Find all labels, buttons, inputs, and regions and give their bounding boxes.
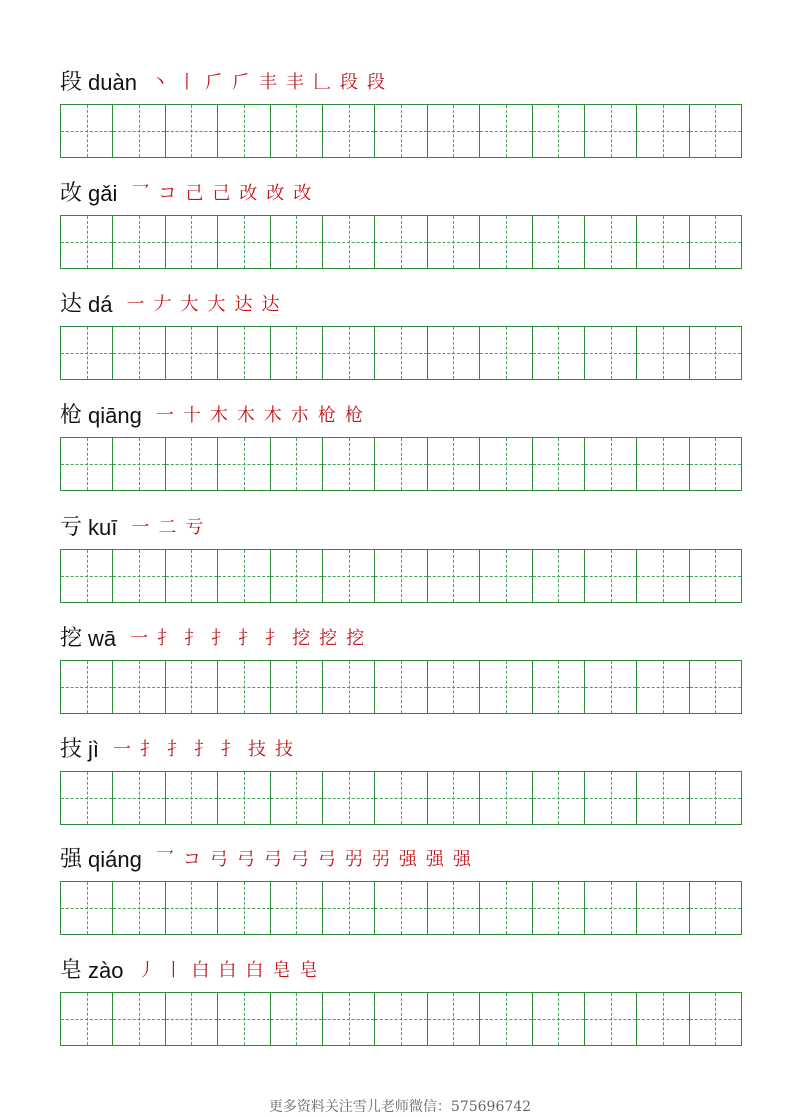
stroke-step: 丿: [137, 960, 156, 981]
grid-cell[interactable]: [585, 105, 637, 157]
grid-cell[interactable]: [690, 661, 741, 713]
grid-cell[interactable]: [166, 438, 218, 490]
stroke-step: 弓: [209, 849, 228, 870]
stroke-step: 𠂆: [204, 72, 223, 93]
stroke-step: 𠂆: [231, 72, 250, 93]
grid-cell[interactable]: [585, 438, 637, 490]
grid-cell[interactable]: [271, 661, 323, 713]
grid-cell[interactable]: [533, 882, 585, 934]
grid-cell[interactable]: [323, 661, 375, 713]
grid-cell[interactable]: [218, 438, 270, 490]
grid-cell[interactable]: [61, 882, 113, 934]
pinyin-label: jì: [88, 737, 100, 762]
stroke-step: 大: [207, 294, 226, 315]
stroke-step: 达: [234, 294, 253, 315]
grid-cell[interactable]: [637, 216, 689, 268]
stroke-step: 一: [155, 405, 174, 426]
grid-cell[interactable]: [637, 882, 689, 934]
stroke-step: 𠂇: [153, 294, 172, 315]
grid-cell[interactable]: [375, 327, 427, 379]
grid-cell[interactable]: [428, 216, 480, 268]
grid-cell[interactable]: [375, 550, 427, 602]
grid-cell[interactable]: [61, 993, 113, 1045]
stroke-step: 强: [452, 849, 471, 870]
pinyin-label: kuī: [88, 515, 118, 540]
pinyin-label: dá: [88, 292, 113, 317]
grid-cell[interactable]: [690, 993, 741, 1045]
stroke-step: 扌: [211, 628, 230, 649]
grid-cell[interactable]: [690, 882, 741, 934]
grid-cell[interactable]: [375, 993, 427, 1045]
stroke-step: 皂: [299, 960, 318, 981]
entry-header: [60, 508, 212, 548]
stroke-step: 一: [131, 517, 150, 538]
entry-header: [60, 619, 373, 659]
stroke-step: 弓: [317, 849, 336, 870]
stroke-step: 扌: [221, 739, 240, 760]
grid-cell[interactable]: [533, 550, 585, 602]
stroke-step: 丰: [258, 72, 277, 93]
stroke-step: 枪: [344, 405, 363, 426]
grid-cell[interactable]: [113, 327, 165, 379]
grid-cell[interactable]: [533, 105, 585, 157]
stroke-order-sequence: [130, 630, 373, 648]
grid-cell[interactable]: [218, 216, 270, 268]
stroke-order-sequence: [131, 519, 212, 537]
stroke-step: 弓: [290, 849, 309, 870]
stroke-step: 皂: [272, 960, 291, 981]
stroke-step: 技: [275, 739, 294, 760]
grid-cell[interactable]: [61, 772, 113, 824]
grid-cell[interactable]: [323, 993, 375, 1045]
entry-header: [60, 951, 327, 991]
stroke-order-sequence: [113, 741, 302, 759]
stroke-step: 己: [212, 183, 231, 204]
grid-cell[interactable]: [533, 438, 585, 490]
grid-cell[interactable]: [585, 993, 637, 1045]
grid-cell[interactable]: [113, 438, 165, 490]
stroke-step: 丰: [285, 72, 304, 93]
grid-cell[interactable]: [218, 550, 270, 602]
stroke-step: 乛: [131, 183, 150, 204]
stroke-step: 弜: [371, 849, 390, 870]
stroke-step: 扌: [238, 628, 257, 649]
grid-cell[interactable]: [323, 882, 375, 934]
hanzi-character: 枪: [60, 403, 83, 428]
entry-header: [60, 840, 480, 880]
grid-cell[interactable]: [113, 882, 165, 934]
grid-cell[interactable]: [428, 993, 480, 1045]
grid-cell[interactable]: [637, 438, 689, 490]
footer-note: 更多资料关注雪儿老师微信：575696742: [268, 1099, 532, 1115]
grid-cell[interactable]: [428, 772, 480, 824]
grid-cell[interactable]: [480, 105, 532, 157]
entry-header: [60, 396, 372, 436]
grid-cell[interactable]: [375, 216, 427, 268]
stroke-step: 白: [218, 960, 237, 981]
stroke-step: 弓: [263, 849, 282, 870]
stroke-step: 扌: [184, 628, 203, 649]
stroke-order-sequence: [131, 185, 320, 203]
grid-cell[interactable]: [166, 550, 218, 602]
stroke-step: 弓: [236, 849, 255, 870]
stroke-step: 挖: [319, 628, 338, 649]
stroke-step: 技: [248, 739, 267, 760]
grid-cell[interactable]: [637, 661, 689, 713]
grid-cell[interactable]: [323, 550, 375, 602]
grid-cell[interactable]: [375, 105, 427, 157]
hanzi-character: 改: [60, 181, 83, 206]
grid-cell[interactable]: [637, 327, 689, 379]
grid-cell[interactable]: [271, 993, 323, 1045]
grid-cell[interactable]: [218, 993, 270, 1045]
grid-cell[interactable]: [480, 882, 532, 934]
grid-cell[interactable]: [323, 438, 375, 490]
grid-cell[interactable]: [428, 661, 480, 713]
stroke-step: 一: [113, 739, 132, 760]
grid-cell[interactable]: [533, 327, 585, 379]
pinyin-label: wā: [88, 626, 117, 651]
entry-header: [60, 285, 289, 325]
grid-cell[interactable]: [480, 550, 532, 602]
grid-cell[interactable]: [61, 105, 113, 157]
grid-cell[interactable]: [585, 327, 637, 379]
stroke-step: 段: [339, 72, 358, 93]
grid-cell[interactable]: [323, 105, 375, 157]
stroke-step: 木: [263, 405, 282, 426]
grid-cell[interactable]: [637, 993, 689, 1045]
grid-cell[interactable]: [690, 105, 741, 157]
entry-header: [60, 730, 302, 770]
grid-cell[interactable]: [166, 993, 218, 1045]
stroke-step: 枪: [317, 405, 336, 426]
grid-cell[interactable]: [113, 216, 165, 268]
grid-cell[interactable]: [323, 327, 375, 379]
stroke-step: 扌: [265, 628, 284, 649]
grid-cell[interactable]: [375, 772, 427, 824]
grid-cell[interactable]: [585, 216, 637, 268]
grid-cell[interactable]: [690, 216, 741, 268]
pinyin-label: duàn: [88, 70, 137, 95]
hanzi-character: 段: [60, 70, 83, 95]
grid-cell[interactable]: [375, 882, 427, 934]
entry-header: [60, 174, 320, 214]
grid-cell[interactable]: [271, 882, 323, 934]
writing-grid: [60, 104, 742, 158]
stroke-step: 扌: [140, 739, 159, 760]
grid-cell[interactable]: [271, 550, 323, 602]
grid-cell[interactable]: [690, 327, 741, 379]
grid-cell[interactable]: [637, 550, 689, 602]
grid-cell[interactable]: [428, 105, 480, 157]
stroke-step: 𠃊: [312, 72, 331, 93]
stroke-step: 改: [293, 183, 312, 204]
grid-cell[interactable]: [271, 105, 323, 157]
grid-cell[interactable]: [271, 438, 323, 490]
stroke-order-sequence: [156, 407, 372, 425]
writing-grid: [60, 881, 742, 935]
stroke-step: 扌: [167, 739, 186, 760]
hanzi-character: 达: [60, 292, 83, 317]
grid-cell[interactable]: [218, 327, 270, 379]
grid-cell[interactable]: [113, 661, 165, 713]
grid-cell[interactable]: [480, 438, 532, 490]
stroke-step: 扌: [194, 739, 213, 760]
grid-cell[interactable]: [428, 327, 480, 379]
stroke-step: 木: [236, 405, 255, 426]
stroke-step: 强: [398, 849, 417, 870]
stroke-step: 改: [239, 183, 258, 204]
grid-cell[interactable]: [585, 550, 637, 602]
grid-cell[interactable]: [375, 661, 427, 713]
stroke-step: 扌: [157, 628, 176, 649]
grid-cell[interactable]: [323, 216, 375, 268]
stroke-step: 丶: [150, 72, 169, 93]
stroke-step: 段: [366, 72, 385, 93]
hanzi-character: 挖: [60, 626, 83, 651]
stroke-step: 十: [182, 405, 201, 426]
writing-grid: [60, 549, 742, 603]
grid-cell[interactable]: [480, 993, 532, 1045]
stroke-step: 朩: [290, 405, 309, 426]
stroke-step: 木: [209, 405, 228, 426]
grid-cell[interactable]: [585, 661, 637, 713]
writing-grid: [60, 660, 742, 714]
grid-cell[interactable]: [113, 105, 165, 157]
grid-cell[interactable]: [690, 438, 741, 490]
grid-cell[interactable]: [637, 772, 689, 824]
grid-cell[interactable]: [166, 216, 218, 268]
grid-cell[interactable]: [61, 661, 113, 713]
grid-cell[interactable]: [585, 882, 637, 934]
writing-grid: [60, 771, 742, 825]
stroke-step: 丨: [177, 72, 196, 93]
stroke-order-sequence: [138, 962, 327, 980]
writing-grid: [60, 992, 742, 1046]
grid-cell[interactable]: [166, 327, 218, 379]
stroke-step: 白: [245, 960, 264, 981]
grid-cell[interactable]: [218, 882, 270, 934]
pinyin-label: gǎi: [88, 181, 118, 206]
grid-cell[interactable]: [428, 550, 480, 602]
grid-cell[interactable]: [690, 772, 741, 824]
grid-cell[interactable]: [61, 216, 113, 268]
stroke-step: 亏: [185, 517, 204, 538]
stroke-step: 大: [180, 294, 199, 315]
grid-cell[interactable]: [271, 216, 323, 268]
grid-cell[interactable]: [113, 772, 165, 824]
stroke-step: 改: [266, 183, 285, 204]
stroke-step: 丨: [164, 960, 183, 981]
grid-cell[interactable]: [533, 993, 585, 1045]
entry-header: [60, 63, 394, 103]
grid-cell[interactable]: [533, 661, 585, 713]
stroke-step: 一: [126, 294, 145, 315]
stroke-step: 乛: [155, 849, 174, 870]
grid-cell[interactable]: [428, 438, 480, 490]
hanzi-character: 皂: [60, 958, 83, 983]
pinyin-label: qiáng: [88, 847, 142, 872]
stroke-step: 弜: [344, 849, 363, 870]
grid-cell[interactable]: [218, 661, 270, 713]
stroke-step: 白: [191, 960, 210, 981]
stroke-step: 强: [425, 849, 444, 870]
grid-cell[interactable]: [61, 550, 113, 602]
grid-cell[interactable]: [480, 772, 532, 824]
grid-cell[interactable]: [480, 216, 532, 268]
pinyin-label: zào: [88, 958, 124, 983]
grid-cell[interactable]: [533, 216, 585, 268]
stroke-step: 一: [130, 628, 149, 649]
grid-cell[interactable]: [218, 105, 270, 157]
stroke-step: コ: [182, 849, 201, 870]
stroke-step: 挖: [346, 628, 365, 649]
grid-cell[interactable]: [166, 882, 218, 934]
grid-cell[interactable]: [218, 772, 270, 824]
stroke-order-sequence: [156, 851, 480, 869]
hanzi-character: 亏: [60, 515, 83, 540]
writing-grid: [60, 326, 742, 380]
grid-cell[interactable]: [113, 993, 165, 1045]
stroke-step: 己: [185, 183, 204, 204]
grid-cell[interactable]: [690, 550, 741, 602]
grid-cell[interactable]: [637, 105, 689, 157]
stroke-step: 达: [261, 294, 280, 315]
writing-grid: [60, 437, 742, 491]
grid-cell[interactable]: [271, 772, 323, 824]
writing-grid: [60, 215, 742, 269]
grid-cell[interactable]: [428, 882, 480, 934]
grid-cell[interactable]: [61, 438, 113, 490]
stroke-order-sequence: [127, 296, 289, 314]
grid-cell[interactable]: [166, 772, 218, 824]
pinyin-label: qiāng: [88, 403, 142, 428]
grid-cell[interactable]: [166, 105, 218, 157]
hanzi-character: 技: [60, 737, 83, 762]
grid-cell[interactable]: [480, 327, 532, 379]
grid-cell[interactable]: [375, 438, 427, 490]
hanzi-character: 强: [60, 847, 83, 872]
grid-cell[interactable]: [323, 772, 375, 824]
grid-cell[interactable]: [61, 327, 113, 379]
stroke-step: 挖: [292, 628, 311, 649]
grid-cell[interactable]: [533, 772, 585, 824]
grid-cell[interactable]: [166, 661, 218, 713]
stroke-step: コ: [158, 183, 177, 204]
grid-cell[interactable]: [585, 772, 637, 824]
stroke-order-sequence: [151, 74, 394, 92]
grid-cell[interactable]: [480, 661, 532, 713]
grid-cell[interactable]: [113, 550, 165, 602]
stroke-step: 二: [158, 517, 177, 538]
grid-cell[interactable]: [271, 327, 323, 379]
